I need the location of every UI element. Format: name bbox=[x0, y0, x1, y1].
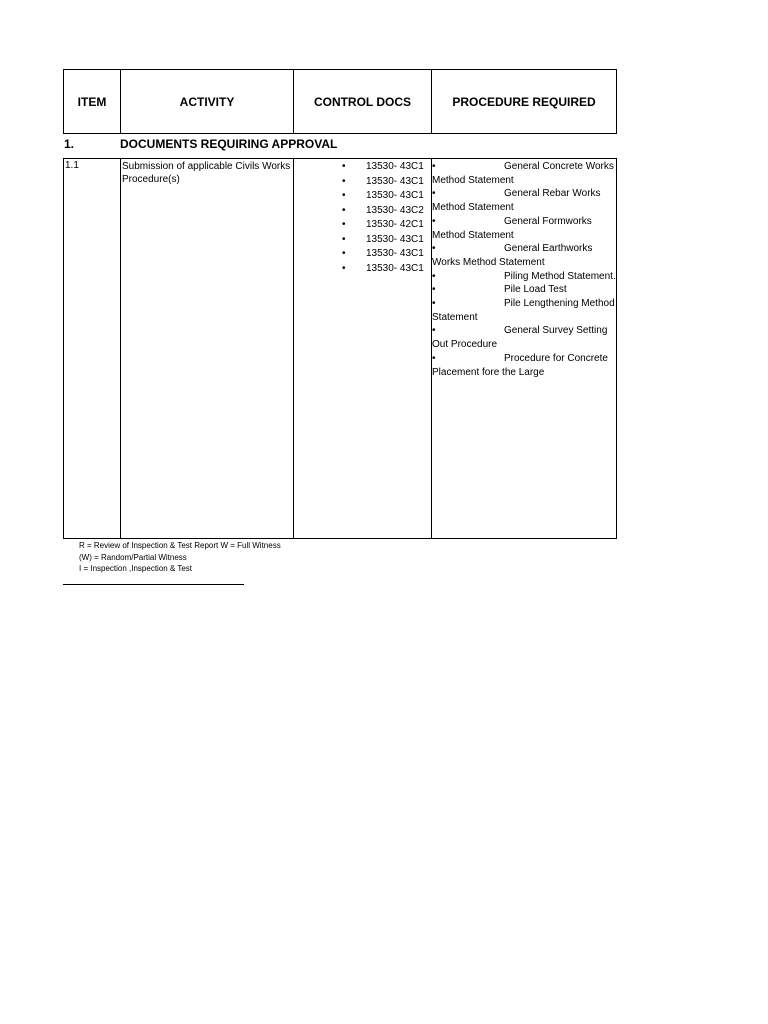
row-item-number: 1.1 bbox=[65, 160, 79, 171]
procedure-item: • General Concrete Works Method Statement bbox=[432, 160, 616, 187]
procedure-list bbox=[432, 160, 616, 379]
procedure-item: • Pile Load Test bbox=[432, 283, 616, 297]
procedure-item: • General Rebar Works Method Statement bbox=[432, 187, 616, 214]
header-item-label: ITEM bbox=[77, 94, 107, 109]
procedure-item: • General Earthworks Works Method Statement bbox=[432, 242, 616, 269]
row-item-cell bbox=[63, 158, 121, 539]
header-procedure-required-label: PROCEDURE REQUIRED bbox=[452, 94, 596, 109]
control-doc-item: • 13530- 43C2 bbox=[342, 204, 424, 219]
procedure-item: • General Formworks Method Statement bbox=[432, 215, 616, 242]
control-docs-list bbox=[342, 160, 424, 276]
header-control-docs bbox=[293, 69, 432, 134]
row-activity-text: Submission of applicable Civils Works Procedure(s) bbox=[122, 161, 291, 185]
procedure-item: • Piling Method Statement. bbox=[432, 270, 616, 284]
footnote-rule bbox=[63, 584, 244, 585]
header-item bbox=[63, 69, 121, 134]
control-doc-item: • 13530- 43C1 bbox=[342, 247, 424, 262]
legend-line-inspection: I = Inspection ,Inspection & Test bbox=[79, 564, 193, 573]
procedure-item: • General Survey Setting Out Procedure bbox=[432, 324, 616, 351]
row-control-docs-cell bbox=[293, 158, 432, 539]
header-procedure-required bbox=[431, 69, 617, 134]
row-procedure-cell bbox=[431, 158, 617, 539]
legend-line-review: R = Review of Inspection & Test Report W = Full Witness bbox=[79, 541, 281, 550]
control-doc-item: • 13530- 43C1 bbox=[342, 175, 424, 190]
section-number: 1. bbox=[64, 137, 75, 151]
control-doc-item: • 13530- 43C1 bbox=[342, 189, 424, 204]
header-control-docs-label: CONTROL DOCS bbox=[313, 94, 412, 109]
legend bbox=[79, 540, 281, 575]
header-activity bbox=[120, 69, 294, 134]
control-doc-item: • 13530- 43C1 bbox=[342, 233, 424, 248]
control-doc-item: • 13530- 43C1 bbox=[342, 262, 424, 277]
procedure-item: • Pile Lengthening Method Statement bbox=[432, 297, 616, 324]
control-doc-item: • 13530- 43C1 bbox=[342, 160, 424, 175]
legend-line-random-witness: (W) = Random/Partial Witness bbox=[79, 552, 187, 562]
procedure-item: • Procedure for Concrete Placement fore the Large bbox=[432, 352, 616, 379]
header-activity-label: ACTIVITY bbox=[179, 94, 235, 109]
section-title: DOCUMENTS REQUIRING APPROVAL bbox=[120, 137, 338, 151]
control-doc-item: • 13530- 42C1 bbox=[342, 218, 424, 233]
row-activity-cell bbox=[120, 158, 294, 539]
